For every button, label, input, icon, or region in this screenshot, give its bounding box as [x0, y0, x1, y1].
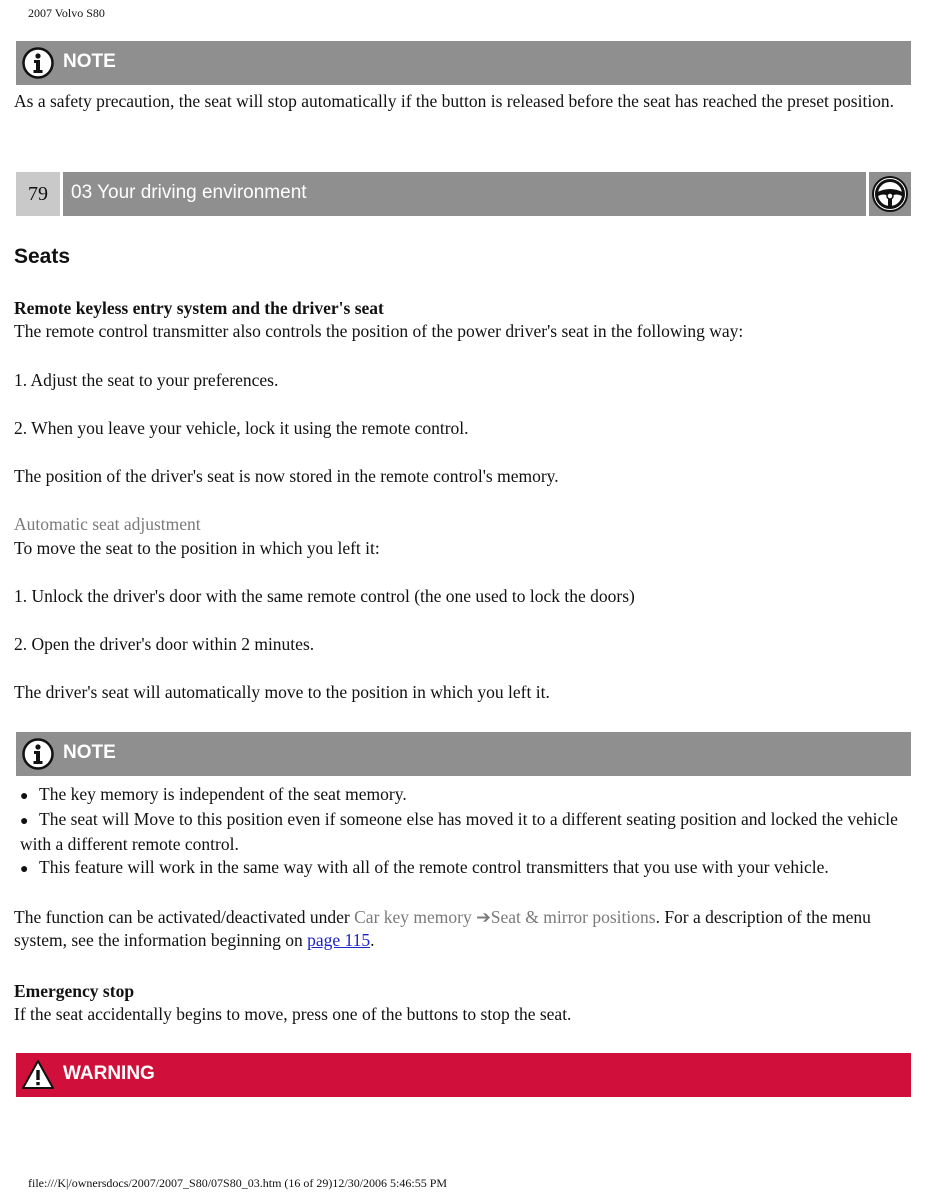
- footer-path: file:///K|/ownersdocs/2007/2007_S80/07S80_03.htm (16 of 29)12/30/2006 5:46:55 PM: [28, 1176, 448, 1190]
- list-item: [20, 783, 905, 808]
- list-item: [20, 856, 905, 881]
- function-paragraph: [14, 906, 909, 952]
- steering-wheel-icon: [869, 172, 911, 216]
- bullet-icon: ●: [20, 789, 29, 804]
- auto-step-2: 2. Open the driver's door within 2 minutes.: [14, 634, 315, 654]
- function-text: . For a description of the menu system, see the information beginning on: [14, 907, 871, 950]
- emergency-heading: Emergency stop: [14, 981, 135, 1001]
- chapter-icon-box: [869, 172, 911, 216]
- menu-path-item: Car key memory: [354, 907, 472, 927]
- note-banner: [16, 732, 911, 776]
- remote-step-2: 2. When you leave your vehicle, lock it using the remote control.: [14, 418, 469, 438]
- function-text: .: [370, 930, 375, 950]
- note-text: As a safety precaution, the seat will stop automatically if the button is released before the seat has reached the preset position.: [14, 91, 895, 111]
- remote-step-1: 1. Adjust the seat to your preferences.: [14, 370, 279, 390]
- document-header: 2007 Volvo S80: [28, 6, 105, 20]
- remote-stored: The position of the driver's seat is now stored in the remote control's memory.: [14, 466, 559, 486]
- bullet-icon: ●: [20, 814, 29, 829]
- warning-banner: [16, 1053, 911, 1097]
- note-banner: [16, 41, 911, 85]
- chapter-title: 03 Your driving environment: [71, 182, 307, 203]
- warning-triangle-icon: [22, 1059, 54, 1091]
- auto-heading: Automatic seat adjustment: [14, 514, 201, 534]
- list-item-text: The key memory is independent of the seat memory.: [39, 784, 407, 804]
- info-icon: [22, 738, 54, 770]
- emergency-text: If the seat accidentally begins to move, press one of the buttons to stop the seat.: [14, 1004, 572, 1024]
- chapter-bar: [63, 172, 866, 216]
- remote-intro: The remote control transmitter also controls the position of the power driver's seat in the following way:: [14, 321, 744, 341]
- warning-label: WARNING: [63, 1063, 155, 1084]
- note-label: NOTE: [63, 51, 116, 72]
- info-icon: [22, 47, 54, 79]
- list-item: [20, 808, 905, 856]
- page-number: 79: [16, 172, 60, 216]
- function-text: The function can be activated/deactivated under: [14, 907, 355, 927]
- list-item-text: This feature will work in the same way with all of the remote control transmitters that you use with your vehicle.: [39, 857, 829, 877]
- menu-path-item: Seat & mirror positions: [490, 907, 656, 927]
- page-link[interactable]: page 115: [307, 930, 371, 950]
- remote-heading: Remote keyless entry system and the driver's seat: [14, 298, 384, 318]
- list-item-text: The seat will Move to this position even if someone else has moved it to a different seating position and locked the vehicle with a different remote control.: [20, 809, 898, 854]
- note-bullet-list: [20, 783, 905, 881]
- note-label: NOTE: [63, 742, 116, 763]
- chapter-header: [16, 172, 911, 216]
- auto-intro: To move the seat to the position in which you left it:: [14, 538, 380, 558]
- bullet-icon: ●: [20, 862, 29, 877]
- arrow-right-icon: ➔: [476, 907, 491, 927]
- auto-result: The driver's seat will automatically move to the position in which you left it.: [14, 682, 550, 702]
- section-title: Seats: [14, 245, 71, 268]
- auto-step-1: 1. Unlock the driver's door with the same remote control (the one used to lock the doors): [14, 586, 635, 606]
